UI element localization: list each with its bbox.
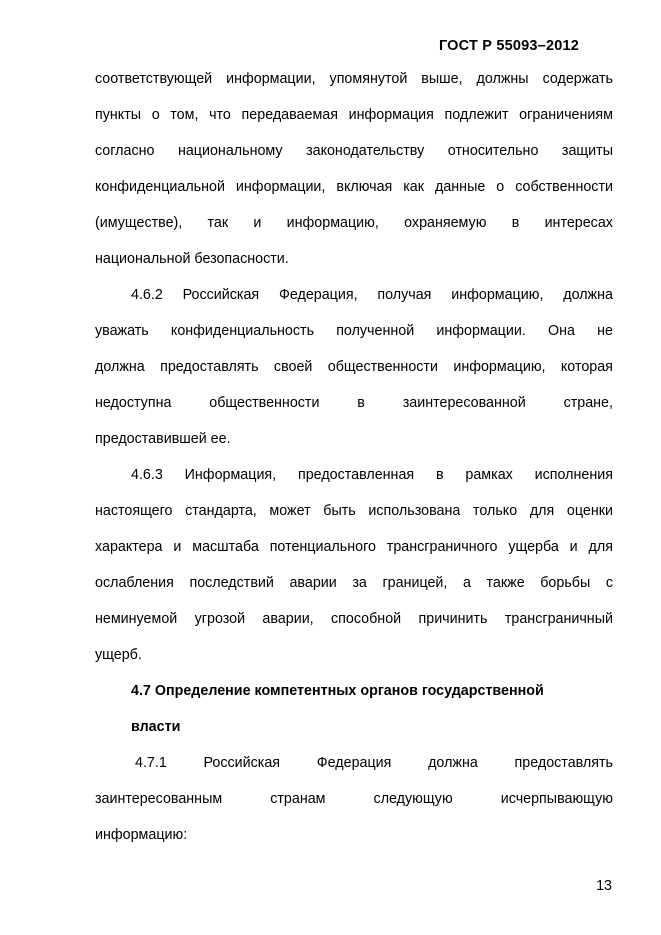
word: аварии xyxy=(289,575,337,591)
word: предоставленная xyxy=(297,467,415,483)
word: стандарта, xyxy=(185,503,257,519)
word: информация xyxy=(348,107,434,123)
text-line xyxy=(95,321,613,341)
word: Федерация xyxy=(316,755,392,771)
word: и xyxy=(569,539,578,555)
word: упомянутой xyxy=(329,71,408,87)
word: может xyxy=(269,503,311,519)
word: согласно xyxy=(95,143,155,159)
word: странам xyxy=(270,791,326,807)
word: информации. xyxy=(436,323,526,339)
text-line: национальной безопасности. xyxy=(95,251,289,267)
section-heading-continued: власти xyxy=(131,719,181,735)
word: масштаба xyxy=(192,539,259,555)
word: общественности xyxy=(327,359,438,375)
word: только xyxy=(472,503,518,519)
word: трансграничного xyxy=(386,539,498,555)
word: о xyxy=(496,179,505,195)
word: Она xyxy=(548,323,575,339)
word: 4.6.2 xyxy=(131,287,163,303)
word: включая xyxy=(336,179,393,195)
word: законодательству xyxy=(306,143,425,159)
text-line xyxy=(95,177,613,197)
word: оценки xyxy=(566,503,613,519)
word: в xyxy=(435,467,444,483)
word: границей, xyxy=(382,575,448,591)
word: характера xyxy=(95,539,163,555)
text-line xyxy=(95,789,613,809)
text-line xyxy=(95,69,613,89)
text-line xyxy=(95,573,613,593)
word: общественности xyxy=(209,395,320,411)
word: относительно xyxy=(447,143,539,159)
word: подлежит xyxy=(444,107,509,123)
word: Российская xyxy=(182,287,260,303)
word: полученной xyxy=(336,323,415,339)
text-line xyxy=(95,213,613,233)
word: так xyxy=(207,215,229,231)
text-line xyxy=(135,753,613,773)
word: для xyxy=(588,539,613,555)
word: стране, xyxy=(563,395,613,411)
word: конфиденциальной xyxy=(95,179,225,195)
word: должна xyxy=(563,287,613,303)
word: Федерация, xyxy=(278,287,358,303)
word: конфиденциальность xyxy=(170,323,315,339)
word: также xyxy=(486,575,525,591)
word: за xyxy=(352,575,367,591)
word: соответствующей xyxy=(95,71,213,87)
word: как xyxy=(403,179,425,195)
word: а xyxy=(462,575,471,591)
word: трансграничный xyxy=(504,611,613,627)
text-line xyxy=(131,285,613,305)
word: передаваемая xyxy=(241,107,338,123)
word: (имуществе), xyxy=(95,215,183,231)
text-line xyxy=(95,537,613,557)
word: информацию, xyxy=(451,287,544,303)
word: получая xyxy=(377,287,432,303)
word: информацию, xyxy=(286,215,379,231)
page-number: 13 xyxy=(596,878,612,894)
word: том, xyxy=(170,107,199,123)
word: информации, xyxy=(235,179,326,195)
word: пункты xyxy=(95,107,142,123)
word: 4.6.3 xyxy=(131,467,163,483)
word: национальному xyxy=(177,143,283,159)
word: аварии, xyxy=(262,611,314,627)
word: с xyxy=(605,575,613,591)
word: причинить xyxy=(418,611,488,627)
word: предоставлять xyxy=(160,359,259,375)
word: быть xyxy=(323,503,356,519)
text-line xyxy=(95,105,613,125)
word: и xyxy=(253,215,262,231)
word: использована xyxy=(368,503,461,519)
word: должна xyxy=(95,359,145,375)
word: которая xyxy=(560,359,613,375)
word: уважать xyxy=(95,323,149,339)
word: данные xyxy=(434,179,486,195)
word: ограничениям xyxy=(519,107,613,123)
word: что xyxy=(209,107,231,123)
text-line xyxy=(95,357,613,377)
word: заинтересованным xyxy=(95,791,223,807)
word: и xyxy=(173,539,182,555)
word: рамках xyxy=(465,467,513,483)
text-line: предоставившей ее. xyxy=(95,431,231,447)
word: должна xyxy=(428,755,478,771)
word: следующую xyxy=(373,791,453,807)
word: неминуемой xyxy=(95,611,178,627)
word: собственности xyxy=(515,179,613,195)
word: последствий xyxy=(189,575,274,591)
word: недоступна xyxy=(95,395,172,411)
word: для xyxy=(529,503,555,519)
word: Информация, xyxy=(184,467,277,483)
word: должны xyxy=(476,71,529,87)
word: содержать xyxy=(542,71,613,87)
text-line: информацию: xyxy=(95,827,188,843)
word: исполнения xyxy=(534,467,613,483)
word: потенциального xyxy=(269,539,376,555)
word: способной xyxy=(331,611,402,627)
text-line xyxy=(95,501,613,521)
word: заинтересованной xyxy=(402,395,526,411)
text-line xyxy=(95,141,613,161)
word: предоставлять xyxy=(514,755,613,771)
word: настоящего xyxy=(95,503,173,519)
word: 4.7.1 xyxy=(135,755,167,771)
word: в xyxy=(511,215,520,231)
word: в xyxy=(357,395,365,411)
word: защиты xyxy=(561,143,613,159)
word: охраняемую xyxy=(404,215,487,231)
text-line: ущерб. xyxy=(95,647,142,663)
word: ослабления xyxy=(95,575,174,591)
text-line xyxy=(131,465,613,485)
word: угрозой xyxy=(194,611,246,627)
word: борьбы xyxy=(540,575,591,591)
word: ущерба xyxy=(508,539,559,555)
word: интересах xyxy=(544,215,613,231)
word: своей xyxy=(273,359,313,375)
text-line xyxy=(95,609,613,629)
word: не xyxy=(597,323,613,339)
section-heading: 4.7 Определение компетентных органов государственной xyxy=(131,683,544,699)
text-line xyxy=(95,393,613,413)
word: о xyxy=(151,107,160,123)
word: информации, xyxy=(226,71,316,87)
word: выше, xyxy=(421,71,463,87)
document-header: ГОСТ Р 55093–2012 xyxy=(438,38,579,54)
word: Российская xyxy=(203,755,281,771)
word: информацию, xyxy=(453,359,546,375)
word: исчерпывающую xyxy=(500,791,613,807)
